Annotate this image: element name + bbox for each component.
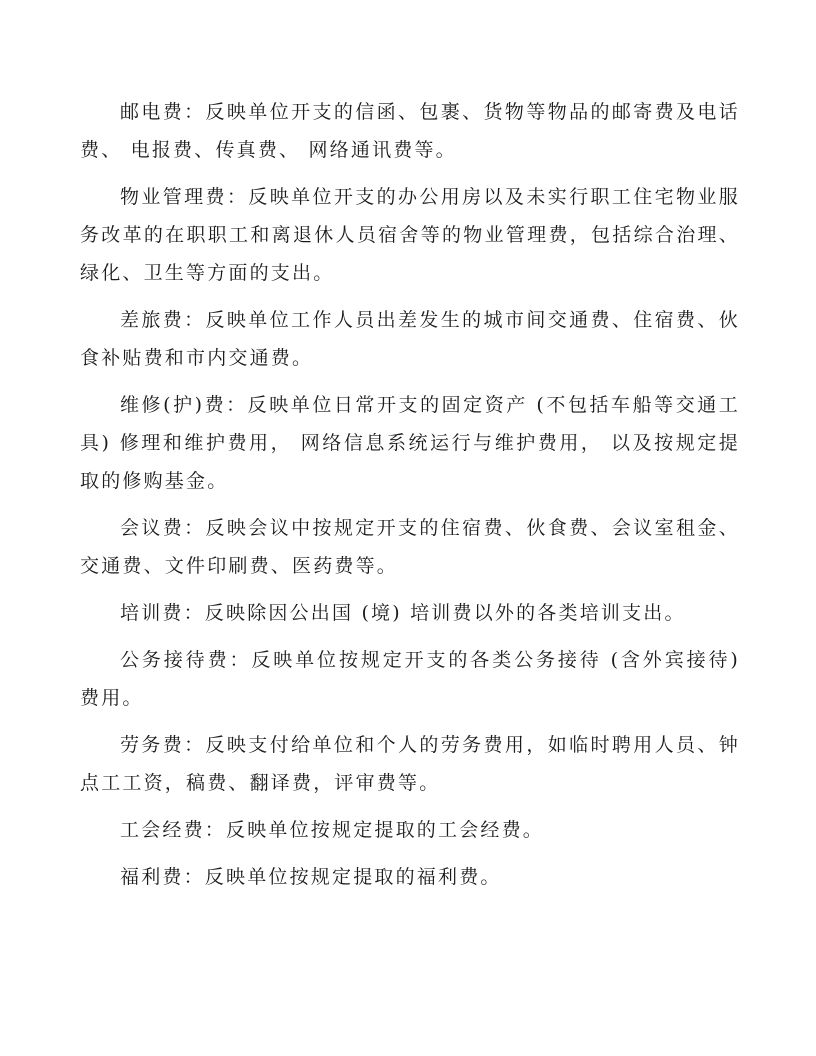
paragraph-meeting-fee: 会议费：反映会议中按规定开支的住宿费、伙食费、会议室租金、交通费、文件印刷费、医药费等。 [80,517,740,577]
paragraph-union-fund: 工会经费：反映单位按规定提取的工会经费。 [120,819,545,841]
paragraph-travel-expense: 差旅费：反映单位工作人员出差发生的城市间交通费、住宿费、伙食补贴费和市内交通费。 [80,309,740,369]
paragraph-maintenance-fee: 维修(护)费：反映单位日常开支的固定资产 (不包括车船等交通工具) 修理和维护费用， 网络信息系统运行与维护费用， 以及按规定提取的修购基金。 [80,394,740,492]
document-page [80,93,740,905]
paragraph-postal-telecom-fee: 邮电费：反映单位开支的信函、包裹、货物等物品的邮寄费及电话费、 电报费、传真费、 网络通讯费等。 [80,101,740,161]
paragraph-property-management-fee: 物业管理费：反映单位开支的办公用房以及未实行职工住宅物业服务改革的在职职工和离退休人员宿舍等的物业管理费，包括综合治理、绿化、卫生等方面的支出。 [80,186,740,284]
paragraph-official-reception-fee: 公务接待费：反映单位按规定开支的各类公务接待 (含外宾接待) 费用。 [80,649,740,709]
paragraph-welfare-fee: 福利费：反映单位按规定提取的福利费。 [120,866,502,888]
paragraph-labor-fee: 劳务费：反映支付给单位和个人的劳务费用，如临时聘用人员、钟点工工资，稿费、翻译费，评审费等。 [80,734,740,794]
paragraph-training-fee: 培训费：反映除因公出国 (境) 培训费以外的各类培训支出。 [120,602,686,624]
